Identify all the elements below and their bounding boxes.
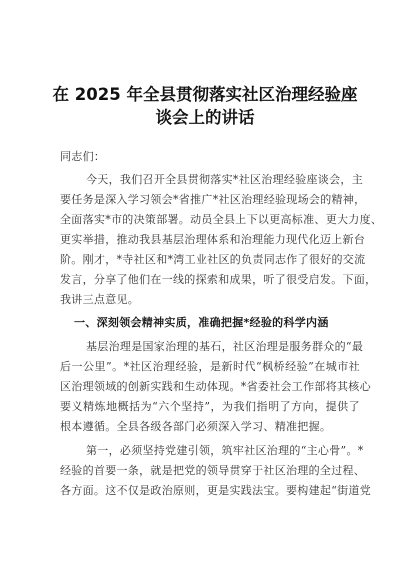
document-title-line-1: 在 2025 年全县贯彻落实社区治理经验座 <box>52 85 358 104</box>
paragraph-line: 我讲三点意见。 <box>60 293 140 306</box>
paragraph-line: 全面落实*市的决策部署。动员全县上下以更高标准、更大力度、 <box>60 213 383 226</box>
paragraph-line: 今天，我们召开全县贯彻落实*社区治理经验座谈会，主 <box>86 173 363 186</box>
paragraph-line: 发言，分享了他们在一线的探索和成果，听了很受启发。下面， <box>60 273 377 286</box>
paragraph-line: 阶。刚才，*寺社区和*湾工业社区的负责同志作了很好的交流 <box>60 253 366 266</box>
paragraph-line: 各方面。这不仅是政治原则，更是实践法宝。要构建起“街道党 <box>60 484 372 497</box>
paragraph-line: 要任务是深入学习领会*省推广*社区治理经验现场会的精神， <box>60 193 366 206</box>
paragraph-line: 后一公里”。*社区治理经验，是新时代“枫桥经验”在城市社 <box>60 360 360 373</box>
paragraph-line: 根本遵循。全县各级各部门必须深入学习、精准把握。 <box>60 420 332 433</box>
document-title-line-2: 谈会上的讲话 <box>155 108 255 127</box>
paragraph-line: 经验的首要一条，就是把党的领导贯穿于社区治理的全过程、 <box>60 464 366 477</box>
paragraph-line: 基层治理是国家治理的基石，社区治理是服务群众的“最 <box>86 340 364 353</box>
salutation: 同志们： <box>60 150 106 163</box>
paragraph-line: 区治理领域的创新实践和生动体现。*省委社会工作部将其核心 <box>60 380 371 393</box>
section-heading: 一、深刻领会精神实质，准确把握*经验的科学内涵 <box>74 316 329 329</box>
paragraph-line: 要义精炼地概括为“六个坚持”，为我们指明了方向，提供了 <box>60 400 360 413</box>
paragraph-line: 更实举措，推动我县基层治理体系和治理能力现代化迈上新台 <box>60 233 366 246</box>
paragraph-line: 第一，必须坚持党建引领，筑牢社区治理的“主心骨”。* <box>86 444 364 457</box>
